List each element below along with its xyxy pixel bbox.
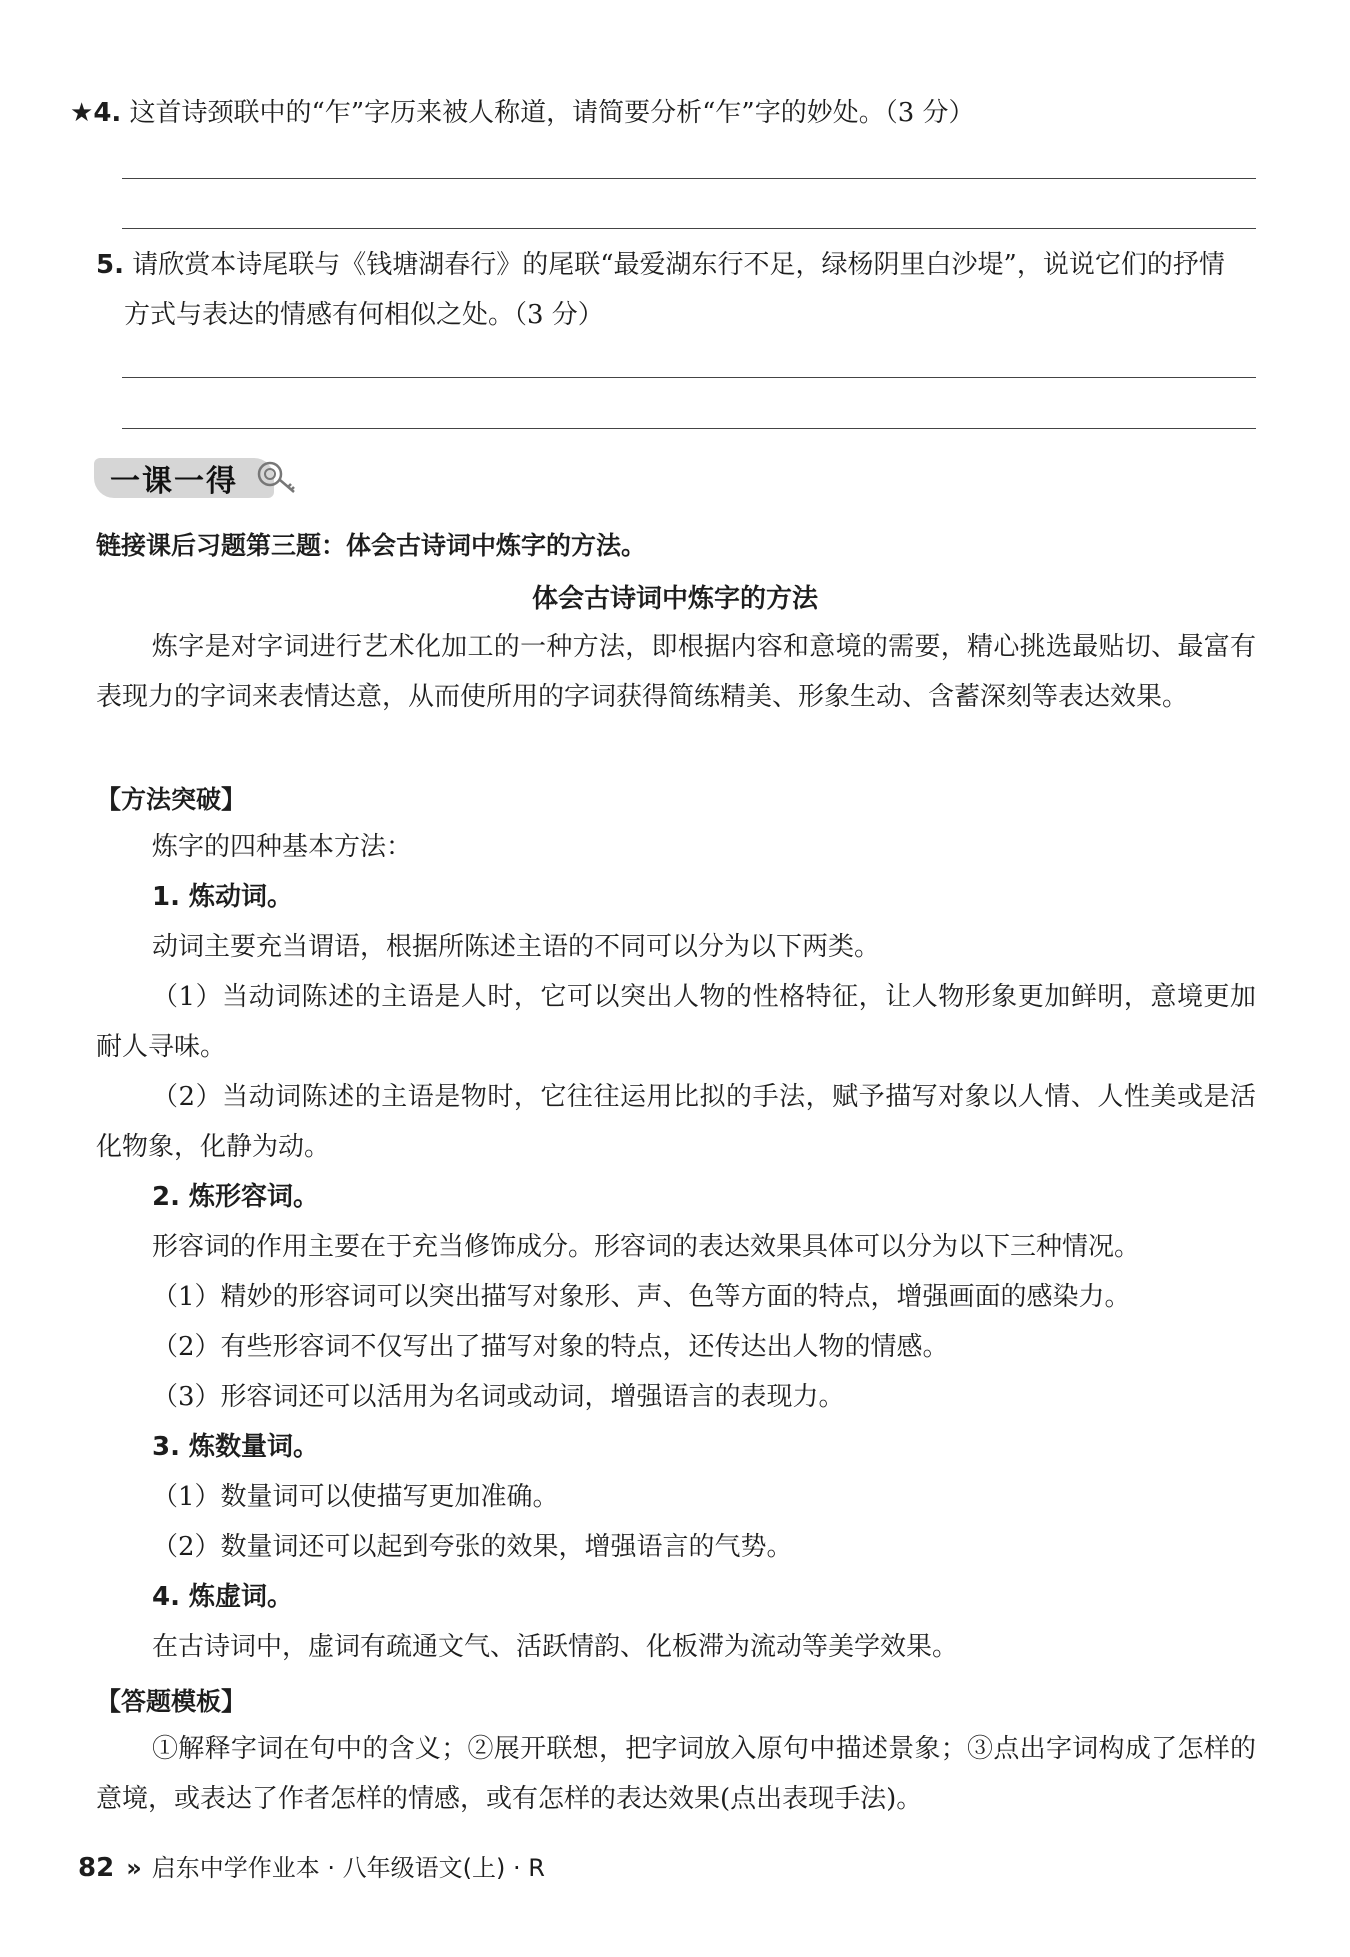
method-1-title-text: 1. 炼动词。 [152,882,294,912]
method-3-title-text: 3. 炼数量词。 [152,1432,320,1462]
method-2-point-2: （2）有些形容词不仅写出了描写对象的特点，还传达出人物的情感。 [152,1332,949,1362]
chevron-icon: » [126,1854,142,1882]
method-4-title [152,1572,293,1622]
method-2-title-text: 2. 炼形容词。 [152,1182,320,1212]
method-1-point-1: （1）当动词陈述的主语是人时，它可以突出人物的性格特征，让人物形象更加鲜明，意境更加耐人寻味。 [96,982,1256,1062]
key-lock-icon [254,454,300,500]
answer-line [122,377,1256,378]
method-4-title-text: 4. 炼虚词。 [152,1582,294,1612]
question-4-number: 4. [93,98,122,128]
badge-label: 一课一得 [110,464,238,499]
question-4-text: 这首诗颈联中的“乍”字历来被人称道，请简要分析“乍”字的妙处。（3 分） [129,98,975,128]
method-1-title [152,872,293,922]
template-text: ①解释字词在句中的含义；②展开联想，把字词放入原句中描述景象；③点出字词构成了怎样的意境，或表达了作者怎样的情感，或有怎样的表达效果(点出表现手法)。 [96,1734,1256,1814]
method-2-point-3: （3）形容词还可以活用为名词或动词，增强语言的表现力。 [152,1382,845,1412]
method-2-point-1: （1）精妙的形容词可以突出描写对象形、声、色等方面的特点，增强画面的感染力。 [152,1282,1131,1312]
method-2-desc: 形容词的作用主要在于充当修饰成分。形容词的表达效果具体可以分为以下三种情况。 [152,1232,1141,1262]
page-footer [78,1848,545,1883]
star-icon: ★ [70,98,94,128]
method-1-desc: 动词主要充当谓语，根据所陈述主语的不同可以分为以下两类。 [152,932,881,962]
method-3-point-1: （1）数量词可以使描写更加准确。 [152,1482,559,1512]
method-heading: 【方法突破】 [96,785,247,814]
answer-line [122,428,1256,429]
method-3-title [152,1422,319,1472]
question-4 [70,88,1256,138]
method-1-point-2: （2）当动词陈述的主语是物时，它往往运用比拟的手法，赋予描写对象以人情、人性美或是活化物象，化静为动。 [96,1082,1256,1162]
answer-line [122,178,1256,179]
answer-line [122,228,1256,229]
method-3-point-2: （2）数量词还可以起到夸张的效果，增强语言的气势。 [152,1532,793,1562]
section-badge [94,452,300,502]
article-title: 体会古诗词中炼字的方法 [531,584,818,614]
question-5-text-line1: 请欣赏本诗尾联与《钱塘湖春行》的尾联“最爱湖东行不足，绿杨阴里白沙堤”，说说它们的抒情 [132,250,1225,280]
intro-paragraph: 炼字是对字词进行艺术化加工的一种方法，即根据内容和意境的需要，精心挑选最贴切、最富有表现力的字词来表情达意，从而使所用的字词获得简练精美、形象生动、含蓄深刻等表达效果。 [96,632,1256,712]
question-5-number: 5. [96,250,124,280]
link-line: 链接课后习题第三题：体会古诗词中炼字的方法。 [96,531,647,560]
method-2-title [152,1172,319,1222]
page-number: 82 [78,1853,115,1883]
template-heading: 【答题模板】 [96,1687,247,1716]
question-5 [96,240,1256,340]
method-4-desc: 在古诗词中，虚词有疏通文气、活跃情韵、化板滞为流动等美学效果。 [152,1632,959,1662]
question-5-text-line2: 方式与表达的情感有何相似之处。（3 分） [124,300,604,330]
method-lead: 炼字的四种基本方法： [152,832,413,862]
book-title: 启东中学作业本 · 八年级语文(上) · R [151,1854,545,1882]
